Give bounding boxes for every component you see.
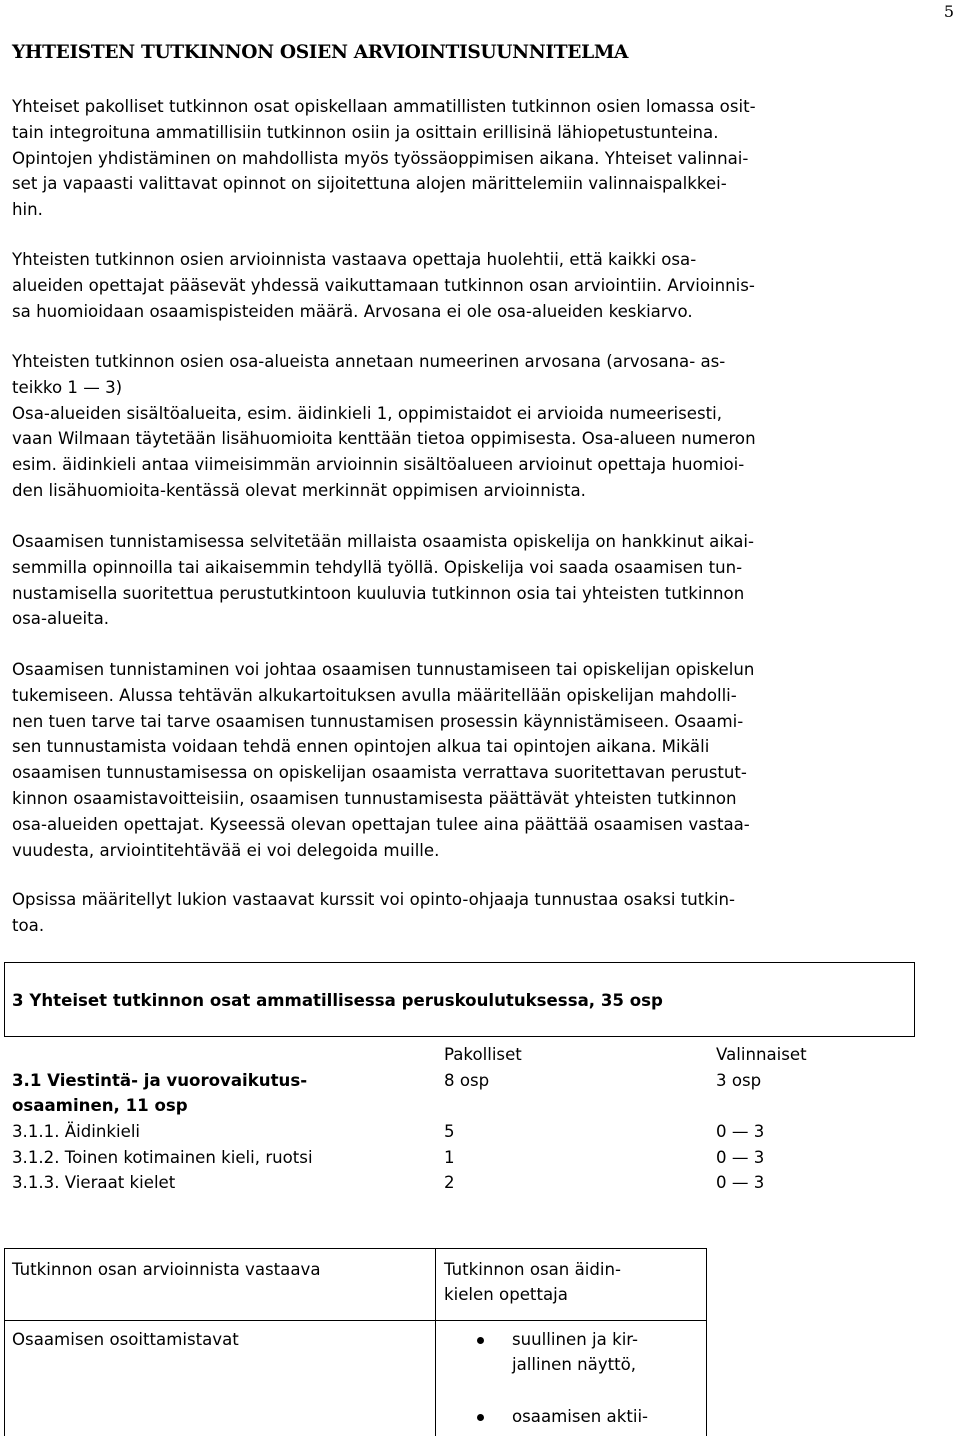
page-title: YHTEISTEN TUTKINNON OSIEN ARVIOINTISUUNNITELMA [12,42,629,63]
paragraph-lukio-courses: Opsissa määritellyt lukion vastaavat kurssit voi opinto-ohjaaja tunnustaa osaksi tutkin- toa. [12,890,736,935]
section-mandatory: 8 osp [444,1071,490,1090]
subject-name: 3.1.3. Vieraat kielet [12,1173,176,1192]
grid-line-left [4,1248,5,1436]
subject-mandatory: 5 [444,1122,455,1141]
grid-line-right [706,1248,707,1436]
grid-line-center [435,1248,436,1436]
bullet-icon [477,1414,484,1421]
subject-optional: 0 — 3 [716,1173,765,1192]
table-title: 3 Yhteiset tutkinnon osat ammatillisessa peruskoulutuksessa, 35 osp [12,991,663,1010]
subject-name: 3.1.2. Toinen kotimainen kieli, ruotsi [12,1148,313,1167]
responsible-label: Tutkinnon osan arvioinnista vastaava [12,1260,321,1279]
paragraph-intro: Yhteiset pakolliset tutkinnon osat opiskellaan ammatillisten tutkinnon osien lomassa osit- tain integroituna ammatillisiin tutkinnon osiin ja osittain erillisinä lähiopetustunteina. Opintojen yhdistäminen on mahdollista myös työssäoppimisen aikana. Yhteiset valinnai- set ja vapaasti valittavat opinnot on sijoitettuna alojen märittelemiin valinnaispalkkei- hin. [12,97,756,220]
header-mandatory: Pakolliset [444,1045,522,1064]
paragraph-grading: Yhteisten tutkinnon osien osa-alueista annetaan numeerinen arvosana (arvosana- as- teikko 1 — 3) Osa-alueiden sisältöalueita, esim. äidinkieli 1, oppimistaidot ei arvioida numeerisesti, vaan Wilmaan täytetään lisähuomioita kenttään tietoa oppimisesta. Osa-alueen numeron esim. äidinkieli antaa viimeisimmän arvioinnin sisältöalueen arvioinut opettaja huomioi- den lisähuomioita-kentässä olevat merkinnät oppimisen arvioinnista. [12,352,756,500]
table-border-right [914,962,915,1036]
table-title-divider [4,1036,915,1037]
grid-line-middle [4,1320,707,1321]
paragraph-recognition: Osaamisen tunnistamisessa selvitetään millaista osaamista opiskelija on hankkinut aikai- semmilla opinnoilla tai aikaisemmin tehdyllä työllä. Opiskelija voi saada osaamisen tun- nustamisella suoritettua perustutkintoon kuuluvia tutkinnon osia tai yhteisten tutkinnon osa-alueita. [12,532,755,629]
subject-optional: 0 — 3 [716,1148,765,1167]
paragraph-recognition-process: Osaamisen tunnistaminen voi johtaa osaamisen tunnustamiseen tai opiskelijan opiskelun tukemiseen. Alussa tehtävän alkukartoituksen avulla määritellään opiskelijan mahdolli- nen tuen tarve tai tarve osaamisen tunnustamisen prosessin käynnistämiseen. Osaami- sen tunnustamista voidaan tehdä ennen opintojen alkua tai opintojen aikana. Mikäli osaamisen tunnustamisessa on opiskelijan osaamista verrattava suoritettavan perustut- kinnon osaamistavoitteisiin, osaamisen tunnustamisesta päättävät yhteisten tutkinnon osa-alueiden opettajat. Kyseessä olevan opettajan tulee aina päättää osaamisen vastaa- vuudesta, arviointitehtävää ei voi delegoida muille. [12,660,755,860]
page-number: 5 [943,2,954,21]
subject-name: 3.1.1. Äidinkieli [12,1122,141,1141]
subject-mandatory: 2 [444,1173,455,1192]
subject-optional: 0 — 3 [716,1122,765,1141]
paragraph-assessment-responsibility: Yhteisten tutkinnon osien arvioinnista vastaava opettaja huolehtii, että kaikki osa- alueiden opettajat pääsevät yhdessä vaikuttamaan tutkinnon osan arviointiin. Arvioinnis- sa huomioidaan osaamispisteiden määrä. Arvosana ei ole osa-alueiden keskiarvo. [12,250,755,321]
bullet-icon [477,1337,484,1344]
section-optional: 3 osp [716,1071,762,1090]
subject-mandatory: 1 [444,1148,455,1167]
responsible-value: Tutkinnon osan äidin- kielen opettaja [444,1260,622,1305]
demonstration-item: osaamisen aktii- [512,1407,649,1426]
section-name: 3.1 Viestintä- ja vuorovaikutus- osaaminen, 11 osp [12,1071,308,1116]
table-border-top [4,962,915,963]
header-optional: Valinnaiset [716,1045,807,1064]
table-border-left [4,962,5,1036]
demonstration-label: Osaamisen osoittamistavat [12,1330,239,1349]
grid-line-top [4,1248,707,1249]
demonstration-item: suullinen ja kir- jallinen näyttö, [512,1330,639,1375]
